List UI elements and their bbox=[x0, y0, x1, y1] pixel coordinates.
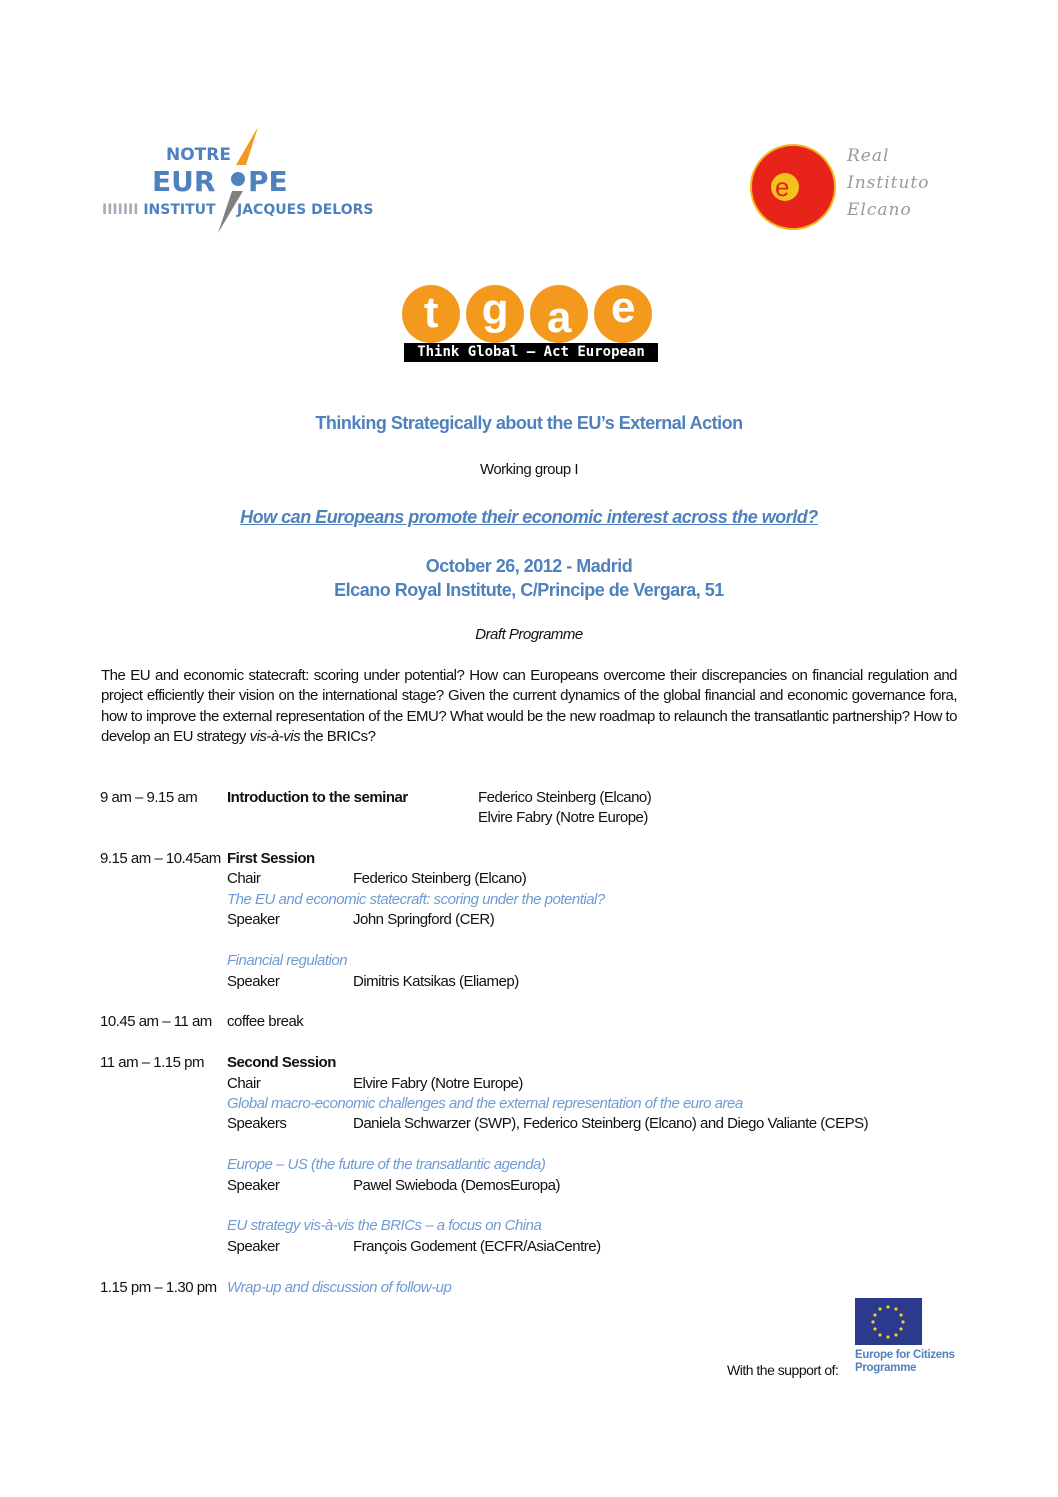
role-label: Speaker bbox=[227, 1238, 280, 1255]
speaker: Dimitris Katsikas (Eliamep) bbox=[353, 973, 519, 990]
event-venue: Elcano Royal Institute, C/Principe de Vergara, 51 bbox=[334, 580, 724, 600]
event-date: October 26, 2012 - Madrid bbox=[425, 556, 633, 576]
role-label: Chair bbox=[227, 1075, 261, 1092]
speaker: Pawel Swieboda (DemosEuropa) bbox=[353, 1177, 560, 1194]
speaker: Elvire Fabry (Notre Europe) bbox=[478, 809, 648, 826]
logo-text: Elcano bbox=[847, 200, 912, 220]
role-label: Speaker bbox=[227, 973, 280, 990]
logo-text: Instituto bbox=[847, 173, 930, 193]
time: 10.45 am – 11 am bbox=[100, 1013, 212, 1030]
role-label: Speakers bbox=[227, 1115, 287, 1132]
chair: Federico Steinberg (Elcano) bbox=[353, 870, 527, 887]
time: 9 am – 9.15 am bbox=[100, 789, 198, 806]
speaker: Federico Steinberg (Elcano) bbox=[478, 789, 652, 806]
notre-europe-logo: NOTRE EUR PE IIIIIII INSTITUT JACQUES DELORS bbox=[100, 125, 360, 235]
draft-label: Draft Programme bbox=[475, 626, 583, 643]
role-label: Speaker bbox=[227, 911, 280, 928]
time: 1.15 pm – 1.30 pm bbox=[100, 1279, 217, 1296]
logo-text: PE bbox=[248, 165, 288, 198]
support-label: With the support of: bbox=[727, 1362, 839, 1378]
chair: Elvire Fabry (Notre Europe) bbox=[353, 1075, 523, 1092]
elcano-logo bbox=[745, 125, 945, 240]
logo-text: e bbox=[775, 172, 789, 202]
logo-text: Think Global – Act European bbox=[404, 343, 658, 362]
time: 9.15 am – 10.45am bbox=[100, 850, 221, 867]
logo-text: g bbox=[466, 285, 524, 343]
topic: EU strategy vis-à-vis the BRICs – a focus on China bbox=[227, 1217, 542, 1234]
speaker: John Springford (CER) bbox=[353, 911, 495, 928]
intro-paragraph: The EU and economic statecraft: scoring under potential? How can Europeans overcome their discrepancies on financial regulation and project efficiently their vision on the international stage? Given the current dynamics of the global financial and economic governance fora, how to improve the external representation of the EMU? What would be the new roadmap to relaunch the transatlantic partnership? How to develop an EU strategy vis-à-vis the BRICs? bbox=[101, 667, 957, 745]
logo-text: t bbox=[402, 285, 460, 343]
role-label: Chair bbox=[227, 870, 261, 887]
topic: Financial regulation bbox=[227, 952, 348, 969]
logo-text: JACQUES DELORS bbox=[237, 202, 374, 218]
session-title: coffee break bbox=[227, 1013, 304, 1030]
question-link[interactable]: How can Europeans promote their economic interest across the world? bbox=[240, 507, 818, 527]
speaker: Daniela Schwarzer (SWP), Federico Steinberg (Elcano) and Diego Valiante (CEPS) bbox=[353, 1115, 869, 1132]
eu-flag-icon bbox=[855, 1298, 922, 1345]
session-title: First Session bbox=[227, 850, 315, 867]
logo-text: a bbox=[530, 285, 588, 343]
working-group: Working group I bbox=[479, 461, 579, 478]
logo-text: INSTITUT bbox=[143, 202, 216, 218]
topic: Global macro-economic challenges and the external representation of the euro area bbox=[227, 1095, 743, 1112]
logo-text: NOTRE bbox=[166, 145, 231, 165]
time: 11 am – 1.15 pm bbox=[100, 1054, 204, 1071]
session-title: Second Session bbox=[227, 1054, 336, 1071]
logo-text: Programme bbox=[855, 1362, 917, 1374]
topic: Europe – US (the future of the transatlantic agenda) bbox=[227, 1156, 546, 1173]
logo-text: EUR bbox=[152, 165, 216, 198]
logo-text: Europe for Citizens bbox=[855, 1349, 955, 1361]
role-label: Speaker bbox=[227, 1177, 280, 1194]
session-title: Introduction to the seminar bbox=[227, 789, 408, 806]
tgae-logo bbox=[402, 285, 658, 363]
logo-text: e bbox=[594, 285, 652, 343]
eu-flag-logo bbox=[855, 1298, 965, 1378]
page-title: Thinking Strategically about the EU’s External Action bbox=[315, 413, 743, 433]
session-title: Wrap-up and discussion of follow-up bbox=[227, 1279, 452, 1296]
topic: The EU and economic statecraft: scoring under the potential? bbox=[227, 891, 605, 908]
logo-text: Real bbox=[847, 146, 890, 166]
speaker: François Godement (ECFR/AsiaCentre) bbox=[353, 1238, 601, 1255]
